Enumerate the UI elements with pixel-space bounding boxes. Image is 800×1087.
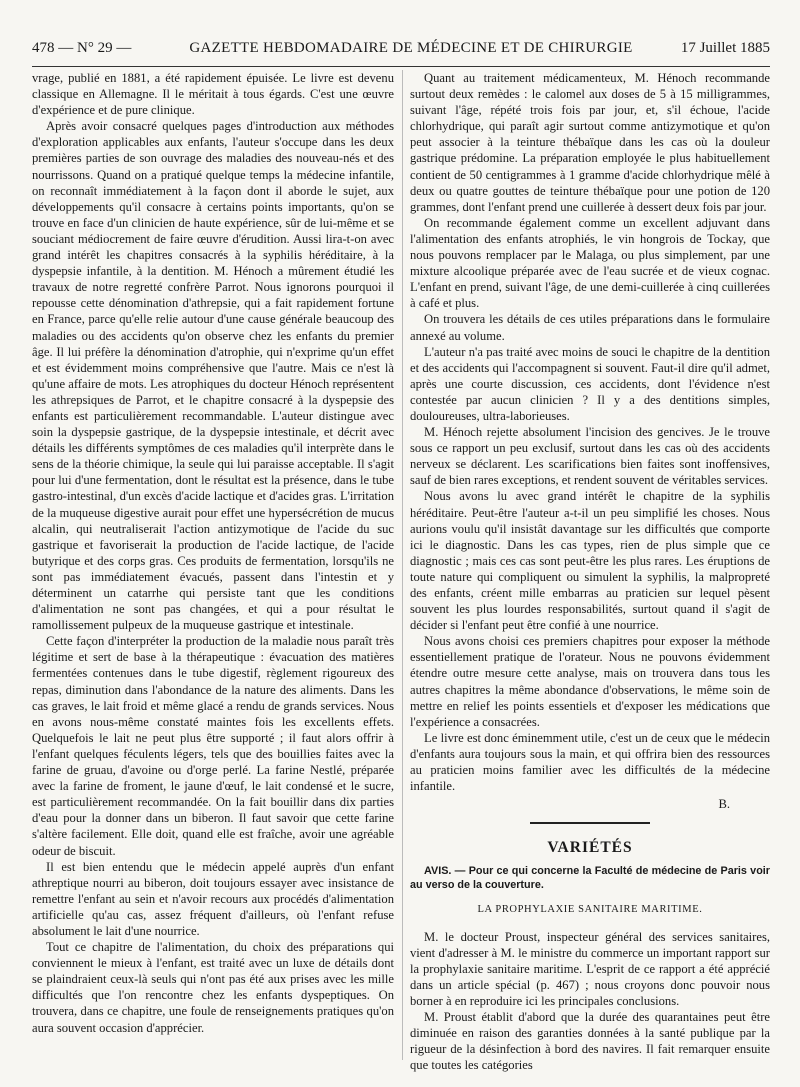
paragraph: Tout ce chapitre de l'alimentation, du choix des préparations qui conviennent le mieux à l'enfant, est traité avec un luxe de détails dont se plaindraient ceux-là seuls qui n'ont pas été aux prises avec les mille difficultés que l'on rencontre chez les enfants dyspeptiques. On trouvera, dans ce chapitre, une foule de renseignements pratiques qu'on aura souvent occasion d'apprécier. (32, 940, 394, 1035)
paragraph: Quant au traitement médicamenteux, M. Hénoch recommande surtout deux remèdes : le calomel aux doses de 5 à 15 milligrammes, suivant l'âge, répété trois fois par jour, et, s'il échoue, l'acide chlorhydrique, qui paraît agir surtout comme antizymotique et qu'on peut associer à la teinture thébaïque dans les cas où la douleur gastrique prédomine. La préparation employée le plus habituellement contient de 50 centigrammes à 1 gramme d'acide chlorhydrique mêlé à deux ou quatre gouttes de teinture thébaïque pour une potion de 120 grammes, dont l'enfant prend une cuillerée à dessert deux fois par jour. (410, 71, 770, 214)
running-header (32, 40, 770, 62)
paragraph: M. le docteur Proust, inspecteur général des services sanitaires, vient d'adresser à M. le ministre du commerce un important rapport sur la prophylaxie sanitaire maritime. L'esprit de ce rapport a été apprécié dans un article spécial (p. 467) ; nous croyons donc pouvoir nous borner à en reproduire ici les principales conclusions. (410, 929, 770, 1008)
section-title: VARIÉTÉS (547, 839, 633, 857)
article-subheading: LA PROPHYLAXIE SANITAIRE MARITIME. (477, 904, 703, 916)
paragraph: L'auteur n'a pas traité avec moins de souci le chapitre de la dentition et des accidents qui l'accompagnent si souvent. Faut-il dire qu'il admet, après une courte discussion, ces accidents, dont l'évidence n'est contestée par aucun clinicien ? Il y a des dentitions simples, douloureuses, ultra-laborieuses. (410, 344, 770, 423)
page-number-and-issue (32, 40, 182, 57)
paragraph: vrage, publié en 1881, a été rapidement épuisée. Le livre est devenu classique en Allemagne. Il le méritait à tous égards. C'est une œuvre d'expérience et de pure clinique. (32, 71, 394, 118)
paragraph: Nous avons choisi ces premiers chapitres pour exposer la méthode essentiellement pratique de l'orateur. Nous ne pouvons évidemment étendre outre mesure cette analyse, mais on trouvera dans tous les autres chapitres la même abondance d'observations, le même soin de mettre en relief les points essentiels et d'exposer les médications que l'expérience a consacrées. (410, 634, 770, 729)
left-column (32, 70, 394, 1075)
paragraph: Nous avons lu avec grand intérêt le chapitre de la syphilis héréditaire. Peut-être l'auteur a-t-il un peu simplifié les choses. Nous aurions voulu qu'il insistât davantage sur les difficultés que comporte ici le diagnostic. Dans les cas types, rien de plus simple que ce diagnostic ; mais ces cas sont peut-être les plus rares. Les éruptions de toute nature qui compliquent ou simulent la syphilis, la malpropreté des enfants, créent mille embarras au praticien sur lequel pèsent souvent les plus lourdes responsabilités, surtout quand il s'agit de décider si l'enfant peut être confié à une nourrice. (410, 489, 770, 633)
paragraph: Cette façon d'interpréter la production de la maladie nous paraît très légitime et sert de base à la thérapeutique : évacuation des matières fermentées contenues dans le tube digestif, règlement rigoureux des repas, diminution dans l'abondance de la nature des aliments. Dans les cas graves, le lait froid et même glacé a rendu de grands services. Nous en avons nous-même constaté maintes fois les excellents effets. Quelquefois le lait ne peut plus être supporté ; il faut alors offrir à l'enfant quelques féculents légers, tels que des bouillies faites avec la farine de gruau, d'avoine ou d'orge perlé. La farine Nestlé, préparée avec la farine de froment, le jaune d'œuf, le lait condensé et le sucre, est particulièrement recommandée. On la fait bouillir dans dix parties d'eau pour la donner dans un biberon. Il faut savoir que cette farine s'altère facilement. Elle doit, quand elle est fraîche, avoir une agréable odeur de biscuit. (32, 634, 394, 858)
paragraph: On recommande également comme un excellent adjuvant dans l'alimentation des enfants atrophiés, le vin hongrois de Tockay, que nous pouvons remplacer par le Malaga, ou plus simplement, par une mixture alcoolique préparée avec de l'eau sucrée et de vieux cognac. L'enfant en prend, suivant l'âge, de une demi-cuillerée à cinq cuillerées à café et plus. (410, 215, 770, 311)
section-separator (530, 822, 650, 824)
notice: AVIS. — Pour ce qui concerne la Faculté de médecine de Paris voir au verso de la couverture. (410, 865, 770, 892)
right-column (410, 70, 770, 1075)
paragraph: On trouvera les détails de ces utiles préparations dans le formulaire annexé au volume. (410, 312, 770, 343)
journal-title: GAZETTE HEBDOMADAIRE DE MÉDECINE ET DE CHIRURGIE (189, 40, 633, 56)
paragraph: Après avoir consacré quelques pages d'introduction aux méthodes d'exploration applicables aux enfants, l'auteur s'occupe dans les deux premières parties de son ouvrage des maladies des nouveau-nés et des nourrissons. Quand on a pratiqué quelque temps la médecine infantile, on reconnaît immédiatement à la façon dont il aborde le sujet, aux développements qu'il consacre à certains points importants, qu'on se trouve en face d'un clinicien de haute expérience, sûr de lui-même et se souciant médiocrement de faire œuvre d'érudition. Aussi lira-t-on avec grand intérêt les chapitres consacrés à la syphilis héréditaire, à la dyspepsie infantile, à la dentition. M. Hénoch a mûrement étudié les travaux de notre regretté confrère Parrot. Nous ignorons pourquoi il repousse cette dénomination d'athrepsie, qui a fait rapidement fortune en France, parce qu'elle relie autour d'une cause générale beaucoup des maladies ou des accidents qu'on observe chez les enfants du premier âge. Il lui préfère la dénomination d'atrophie, qui n'exprime qu'un effet et est évidemment moins compréhensive que l'autre. Mais ce n'est là qu'une affaire de mots. Les atrophiques du docteur Hénoch représentent les athrepsiques de Parrot, et le chapitre consacré à la dyspepsie des enfants est particulièrement recommandable. L'auteur distingue avec soin la dyspepsie gastrique, de la dyspepsie intestinale, et décrit avec détails les différents symptômes de ces maladies qu'il interprète dans le sens de la théorie chimique, la seule qui lui paraisse acceptable. Il s'agit pour lui d'une fermentation, dont le résultat est la présence, dans le tube gastro-intestinal, d'un excès d'acide lactique et d'acides gras. L'irritation de la muqueuse digestive aurait pour effet une hypersécrétion de mucus alcalin, qui neutraliserait l'action antizymotique de l'acide du suc gastrique et favoriserait la production de l'acide lactique, de l'acide butyrique et des corps gras. Ces produits de fermentation, lorsqu'ils ne sont pas immédiatement évacués, passent dans l'intestin et y déterminent un catarrhe qui persiste tant que les conditions d'alimentation ne sont pas changées, et qui a pour résultat le ramollissement pulpeux de la muqueuse gastrique et intestinale. (32, 119, 394, 633)
paragraph: M. Proust établit d'abord que la durée des quarantaines peut être diminuée en raison des garanties données à la santé publique par la rigueur de la désinfection à bord des navires. Il fait remarquer ensuite que toutes les catégories (410, 1009, 770, 1073)
issue-date: 17 Juillet 1885 (680, 40, 770, 56)
issue-number: — N° 29 — (58, 40, 132, 56)
paragraph: Le livre est donc éminemment utile, c'est un de ceux que le médecin d'enfants aura toujours sous la main, et qui offrira bien des ressources au praticien moins familier avec les difficultés de la médecine infantile. (410, 730, 770, 794)
header-rule (32, 66, 770, 67)
page-number: 478 (32, 40, 55, 56)
review-signature: B. (718, 797, 730, 812)
paragraph: M. Hénoch rejette absolument l'incision des gencives. Je le trouve sous ce rapport un peu exclusif, surtout dans les cas où des accidents nerveux se déclarent. Les scarifications bien faites sont inoffensives, sauf de bien rares exceptions, et rendent souvent de véritables services. (410, 425, 770, 488)
column-divider (402, 70, 403, 1060)
paragraph: Il est bien entendu que le médecin appelé auprès d'un enfant athreptique nourri au biberon, doit toujours essayer avec insistance de remettre l'enfant au sein et n'avoir recours aux procédés d'alimentation artificielle qu'au cas, assez fréquent d'ailleurs, où l'enfant refuse absolument le lait d'une nourrice. (32, 859, 394, 938)
